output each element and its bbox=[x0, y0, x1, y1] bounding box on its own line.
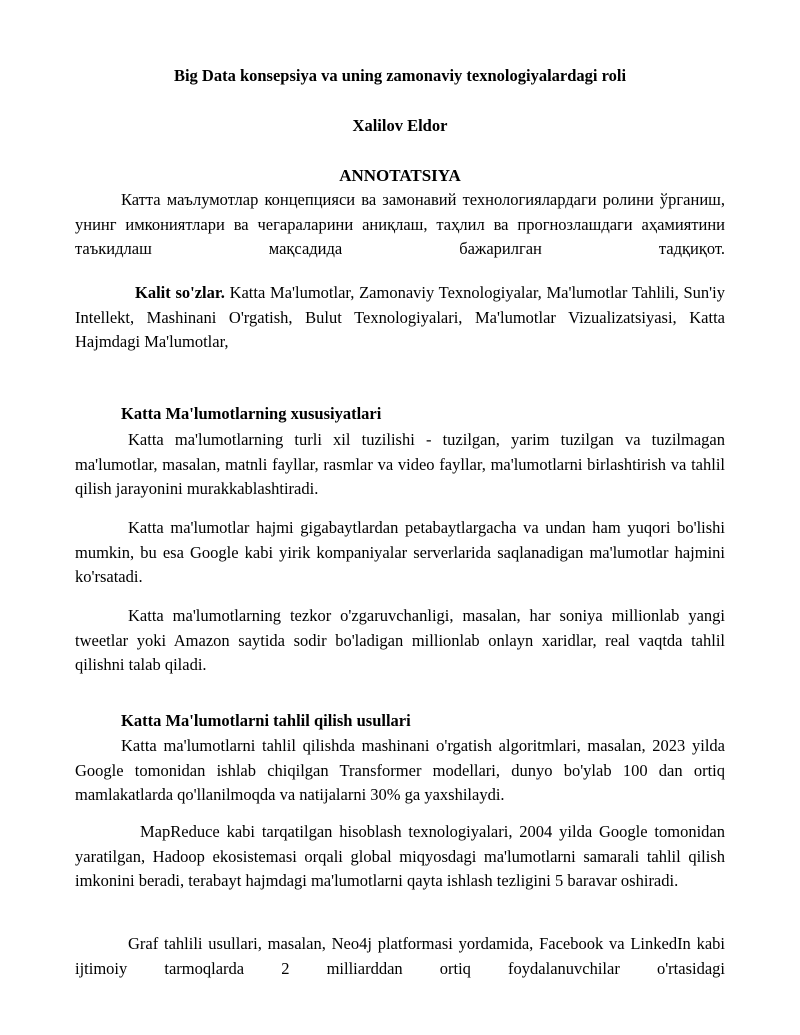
author-name: Xalilov Eldor bbox=[352, 116, 448, 135]
paragraph: Katta ma'lumotlar hajmi gigabaytlardan petabaytlargacha va undan ham yuqori bo'lishi mumkin, bu esa Google kabi yirik kompaniyalar serverlarida saqlanadigan ma'lumotlar hajmini ko'rsatadi. bbox=[75, 518, 725, 586]
section-heading-characteristics: Katta Ma'lumotlarning xususiyatlari bbox=[121, 404, 382, 423]
keywords-paragraph bbox=[75, 281, 725, 355]
paragraph: Graf tahlili usullari, masalan, Neo4j platformasi yordamida, Facebook va LinkedIn kabi ijtimoiy tarmoqlarda 2 milliarddan ortiq foydalanuvchilar o'rtasidagi bbox=[75, 934, 725, 978]
annotation-heading: ANNOTATSIYA bbox=[339, 166, 461, 185]
keywords-text: Katta Ma'lumotlar, Zamonaviy Texnologiyalar, Ma'lumotlar Tahlili, Sun'iy Intellekt, Mashinani O'rgatish, Bulut Texnologiyalari, Ma'lumotlar Vizualizatsiyasi, Katta Hajmdagi Ma'lumotlar, bbox=[75, 283, 725, 351]
paragraph: Katta ma'lumotlarning tezkor o'zgaruvchanligi, masalan, har soniya millionlab yangi tweetlar yoki Amazon saytida sodir bo'ladigan millionlab onlayn xaridlar, real vaqtda tahlil qilishni talab qiladi. bbox=[75, 606, 725, 674]
paragraph: MapReduce kabi tarqatilgan hisoblash texnologiyalari, 2004 yilda Google tomonidan yaratilgan, Hadoop ekosistemasi orqali global miqyosdagi ma'lumotlarni samarali tahlil qilish imkonini beradi, terabayt hajmdagi ma'lumotlarni qayta ishlash tezligini 5 baravar oshiradi. bbox=[75, 822, 725, 890]
paragraph: Katta ma'lumotlarning turli xil tuzilishi - tuzilgan, yarim tuzilgan va tuzilmagan ma'lumotlar, masalan, matnli fayllar, rasmlar va video fayllar, ma'lumotlarni birlashtirish va tahlil qilish jarayonini murakkablashtiradi. bbox=[75, 430, 725, 498]
document-title: Big Data konsepsiya va uning zamonaviy texnologiyalardagi roli bbox=[173, 66, 627, 85]
paragraph: Katta ma'lumotlarni tahlil qilishda mashinani o'rgatish algoritmlari, masalan, 2023 yilda Google tomonidan ishlab chiqilgan Transformer modellari, dunyo bo'ylab 100 dan ortiq mamlakatlarda qo'llanilmoqda va natijalarni 30% ga yaxshilaydi. bbox=[75, 736, 725, 804]
section-heading-methods: Katta Ma'lumotlarni tahlil qilish usullari bbox=[121, 711, 411, 730]
keywords-label: Kalit so'zlar. bbox=[135, 283, 225, 302]
annotation-paragraph: Катта маълумотлар концепцияси ва замонавий технологиялардаги ролини ўрганиш, унинг имкониятлари ва чегараларини аниқлаш, таҳлил ва прогнозлашдаги аҳамиятини таъкидлаш мақсадида бажарилган тадқиқот. bbox=[75, 190, 725, 258]
